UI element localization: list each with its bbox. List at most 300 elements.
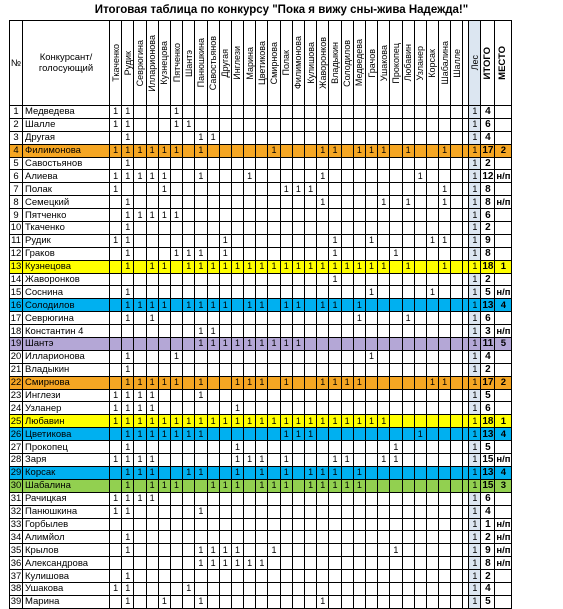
vote-cell — [146, 531, 158, 544]
vote-cell — [414, 325, 426, 338]
row-number: 36 — [10, 557, 22, 569]
vote-cell — [451, 106, 463, 119]
vote-cell — [292, 531, 304, 544]
vote-cell — [158, 570, 170, 583]
vote-cell: 1 — [292, 428, 304, 441]
header-voter — [451, 21, 463, 106]
vote-cell — [292, 479, 304, 492]
vote-cell — [305, 106, 317, 119]
vote-cell — [256, 196, 268, 209]
header-voter — [402, 21, 414, 106]
vote-cell — [353, 273, 365, 286]
vote-cell — [378, 492, 390, 505]
vote-cell: 1 — [207, 131, 219, 144]
vote-cell — [402, 415, 414, 428]
vote-cell — [341, 286, 353, 299]
vote-cell — [183, 157, 195, 170]
vote-cell — [256, 428, 268, 441]
vote-cell: 1 — [292, 260, 304, 273]
vote-cell — [170, 325, 182, 338]
header-voter — [268, 21, 280, 106]
header-voter-label: Цветикова — [256, 41, 267, 85]
vote-cell — [231, 582, 243, 595]
vote-cell — [195, 183, 207, 196]
vote-cell — [341, 441, 353, 454]
vote-cell: 1 — [341, 454, 353, 467]
vote-cell: 1 — [353, 415, 365, 428]
vote-cell — [341, 531, 353, 544]
vote-cell — [317, 441, 329, 454]
vote-cell: 1 — [280, 428, 292, 441]
vote-cell — [365, 492, 377, 505]
vote-cell: 1 — [158, 415, 170, 428]
header-voter-label: Шантэ — [183, 49, 194, 77]
vote-cell: 1 — [207, 544, 219, 557]
les-cell: 1 — [469, 363, 481, 376]
vote-cell — [353, 363, 365, 376]
vote-cell — [134, 222, 146, 235]
vote-cell — [231, 118, 243, 131]
header-voter-label: Смирнова — [269, 41, 280, 85]
vote-cell — [426, 196, 438, 209]
vote-cell — [244, 131, 256, 144]
header-les-label: Лес — [469, 55, 480, 71]
vote-cell — [292, 441, 304, 454]
les-cell: 1 — [469, 466, 481, 479]
vote-cell — [244, 222, 256, 235]
vote-cell — [426, 273, 438, 286]
header-total — [481, 21, 495, 106]
vote-cell — [146, 273, 158, 286]
vote-cell — [365, 479, 377, 492]
header-voter — [378, 21, 390, 106]
vote-cell — [317, 505, 329, 518]
vote-cell: 1 — [170, 479, 182, 492]
vote-cell — [439, 505, 451, 518]
vote-cell: 1 — [280, 183, 292, 196]
vote-cell: 1 — [231, 479, 243, 492]
vote-cell — [305, 557, 317, 570]
vote-cell — [207, 582, 219, 595]
vote-cell — [268, 376, 280, 389]
vote-cell — [134, 312, 146, 325]
row-number: 19 — [10, 338, 22, 350]
contestant-name: Константин 4 — [23, 325, 110, 338]
vote-cell: 1 — [146, 402, 158, 415]
vote-cell — [256, 350, 268, 363]
vote-cell — [268, 582, 280, 595]
vote-cell — [439, 363, 451, 376]
vote-cell: 1 — [365, 286, 377, 299]
vote-cell — [219, 196, 231, 209]
table-row — [10, 441, 512, 454]
vote-cell — [244, 234, 256, 247]
vote-cell — [231, 183, 243, 196]
vote-cell: 1 — [122, 531, 134, 544]
row-number: 26 — [10, 428, 22, 440]
vote-cell — [268, 286, 280, 299]
vote-cell — [195, 273, 207, 286]
les-cell: 1 — [469, 454, 481, 467]
vote-cell — [158, 531, 170, 544]
vote-cell — [317, 389, 329, 402]
vote-cell — [110, 325, 122, 338]
vote-cell — [305, 222, 317, 235]
vote-cell — [170, 363, 182, 376]
header-row — [10, 21, 512, 106]
vote-cell — [365, 441, 377, 454]
vote-cell — [426, 466, 438, 479]
vote-cell — [353, 247, 365, 260]
vote-cell — [256, 273, 268, 286]
vote-cell — [256, 286, 268, 299]
vote-cell — [365, 157, 377, 170]
header-voter — [280, 21, 292, 106]
vote-cell — [451, 415, 463, 428]
vote-cell — [353, 595, 365, 608]
contestant-name: Семецкий — [23, 196, 110, 209]
les-cell: 1 — [469, 531, 481, 544]
vote-cell — [305, 544, 317, 557]
vote-cell — [268, 312, 280, 325]
vote-cell — [134, 505, 146, 518]
vote-cell — [329, 222, 341, 235]
total-cell: 18 — [482, 261, 494, 273]
les-cell: 1 — [469, 131, 481, 144]
vote-cell — [280, 531, 292, 544]
vote-cell — [158, 557, 170, 570]
vote-cell — [402, 299, 414, 312]
vote-cell: 1 — [341, 376, 353, 389]
vote-cell: 1 — [219, 338, 231, 351]
vote-cell: 1 — [158, 479, 170, 492]
vote-cell — [390, 466, 402, 479]
vote-cell — [305, 518, 317, 531]
les-cell: 1 — [469, 441, 481, 454]
vote-cell — [378, 479, 390, 492]
vote-cell: 1 — [134, 466, 146, 479]
vote-cell: 1 — [170, 428, 182, 441]
vote-cell — [110, 131, 122, 144]
les-cell: 1 — [469, 312, 481, 325]
vote-cell — [451, 570, 463, 583]
vote-cell — [231, 131, 243, 144]
vote-cell — [426, 454, 438, 467]
vote-cell — [439, 312, 451, 325]
row-number: 32 — [10, 506, 22, 518]
vote-cell — [207, 492, 219, 505]
vote-cell — [414, 544, 426, 557]
vote-cell: 1 — [183, 428, 195, 441]
vote-cell: 1 — [170, 376, 182, 389]
header-voter-label: Медведева — [354, 39, 365, 87]
vote-cell — [390, 428, 402, 441]
vote-cell: 1 — [317, 299, 329, 312]
vote-cell — [378, 518, 390, 531]
total-cell: 3 — [481, 325, 495, 338]
vote-cell — [378, 544, 390, 557]
vote-cell — [195, 118, 207, 131]
table-row — [10, 260, 512, 273]
vote-cell — [183, 492, 195, 505]
vote-cell — [329, 131, 341, 144]
vote-cell: 1 — [146, 479, 158, 492]
total-cell: 1 — [481, 518, 495, 531]
vote-cell: 1 — [195, 260, 207, 273]
vote-cell: 1 — [183, 118, 195, 131]
les-cell: 1 — [469, 222, 481, 235]
vote-cell: 1 — [256, 299, 268, 312]
vote-cell — [305, 196, 317, 209]
vote-cell: 1 — [244, 415, 256, 428]
vote-cell — [365, 312, 377, 325]
vote-cell — [353, 157, 365, 170]
vote-cell — [256, 505, 268, 518]
vote-cell — [414, 131, 426, 144]
vote-cell: 1 — [244, 338, 256, 351]
vote-cell: 1 — [439, 376, 451, 389]
vote-cell — [122, 518, 134, 531]
vote-cell: 1 — [353, 144, 365, 157]
vote-cell — [451, 131, 463, 144]
vote-cell — [378, 222, 390, 235]
vote-cell — [268, 299, 280, 312]
vote-cell — [341, 466, 353, 479]
table-row — [10, 570, 512, 583]
vote-cell: 1 — [122, 209, 134, 222]
vote-cell — [292, 595, 304, 608]
vote-cell — [390, 595, 402, 608]
vote-cell: 1 — [158, 183, 170, 196]
vote-cell — [341, 518, 353, 531]
vote-cell — [329, 183, 341, 196]
contestant-name: Панюшкина — [23, 505, 110, 518]
vote-cell — [365, 454, 377, 467]
vote-cell — [378, 170, 390, 183]
vote-cell — [170, 222, 182, 235]
place-cell — [495, 492, 512, 505]
vote-cell: 1 — [280, 299, 292, 312]
header-voter — [341, 21, 353, 106]
vote-cell: 1 — [134, 144, 146, 157]
vote-cell — [170, 582, 182, 595]
place-cell — [495, 234, 512, 247]
contestant-name: Филимонова — [23, 144, 110, 157]
vote-cell — [292, 312, 304, 325]
vote-cell: 1 — [244, 376, 256, 389]
vote-cell — [231, 170, 243, 183]
vote-cell — [317, 402, 329, 415]
les-cell: 1 — [469, 286, 481, 299]
vote-cell — [170, 157, 182, 170]
vote-cell — [292, 247, 304, 260]
row-number: 12 — [10, 248, 22, 260]
vote-cell — [439, 118, 451, 131]
vote-cell — [231, 325, 243, 338]
vote-cell — [329, 518, 341, 531]
vote-cell — [378, 247, 390, 260]
header-voter-label: Инглези — [232, 46, 243, 80]
vote-cell — [341, 312, 353, 325]
vote-cell — [365, 428, 377, 441]
vote-cell — [195, 518, 207, 531]
vote-cell: 1 — [134, 389, 146, 402]
row-number: 20 — [10, 351, 22, 363]
contestant-name: Алиева — [23, 170, 110, 183]
vote-cell — [402, 389, 414, 402]
vote-cell: 1 — [256, 260, 268, 273]
vote-cell — [170, 441, 182, 454]
vote-cell — [390, 570, 402, 583]
vote-cell — [207, 518, 219, 531]
vote-cell — [439, 325, 451, 338]
vote-cell — [207, 286, 219, 299]
vote-cell: 1 — [414, 428, 426, 441]
vote-cell — [451, 247, 463, 260]
vote-cell — [305, 157, 317, 170]
total-cell: 5 — [481, 595, 495, 608]
vote-cell — [305, 376, 317, 389]
place-cell: 4 — [495, 428, 512, 441]
vote-cell — [317, 363, 329, 376]
vote-cell — [244, 273, 256, 286]
vote-cell — [219, 402, 231, 415]
table-row — [10, 402, 512, 415]
vote-cell: 1 — [268, 144, 280, 157]
vote-cell — [207, 595, 219, 608]
vote-cell — [146, 582, 158, 595]
vote-cell — [305, 170, 317, 183]
vote-cell — [353, 389, 365, 402]
row-number: 34 — [10, 531, 22, 543]
vote-cell: 1 — [244, 557, 256, 570]
total-cell: 2 — [481, 157, 495, 170]
vote-cell: 1 — [122, 479, 134, 492]
place-cell: 5 — [495, 338, 512, 351]
row-number: 11 — [11, 235, 21, 247]
les-cell: 1 — [469, 260, 481, 273]
vote-cell: 1 — [378, 144, 390, 157]
vote-cell — [305, 350, 317, 363]
les-cell: 1 — [469, 492, 481, 505]
vote-cell: 1 — [402, 260, 414, 273]
vote-cell — [231, 570, 243, 583]
vote-cell — [353, 454, 365, 467]
vote-cell: 1 — [402, 196, 414, 209]
vote-cell — [158, 544, 170, 557]
vote-cell — [158, 441, 170, 454]
vote-cell — [183, 350, 195, 363]
vote-cell: 1 — [170, 247, 182, 260]
header-voter-label: Марина — [244, 46, 255, 80]
vote-cell — [134, 557, 146, 570]
vote-cell: 1 — [158, 209, 170, 222]
vote-cell — [110, 518, 122, 531]
vote-cell: 1 — [317, 466, 329, 479]
place-cell: н/п — [496, 196, 511, 208]
vote-cell: 1 — [426, 376, 438, 389]
contestant-name: Шантэ — [23, 338, 110, 351]
vote-cell — [305, 402, 317, 415]
vote-cell — [195, 402, 207, 415]
contestant-name: Инглези — [23, 389, 110, 402]
vote-cell: 1 — [122, 299, 134, 312]
vote-cell — [146, 363, 158, 376]
vote-cell — [341, 118, 353, 131]
vote-cell — [353, 441, 365, 454]
vote-cell — [378, 570, 390, 583]
total-cell: 2 — [481, 570, 495, 583]
les-cell: 1 — [469, 338, 481, 351]
vote-cell — [207, 454, 219, 467]
vote-cell — [231, 389, 243, 402]
vote-cell: 1 — [110, 492, 122, 505]
vote-cell — [219, 131, 231, 144]
vote-cell — [231, 196, 243, 209]
vote-cell — [365, 247, 377, 260]
vote-cell — [219, 454, 231, 467]
header-voter — [305, 21, 317, 106]
vote-cell — [353, 286, 365, 299]
vote-cell — [353, 183, 365, 196]
vote-cell — [341, 157, 353, 170]
vote-cell — [146, 222, 158, 235]
vote-cell — [207, 466, 219, 479]
vote-cell — [207, 222, 219, 235]
vote-cell — [256, 531, 268, 544]
vote-cell — [378, 131, 390, 144]
vote-cell: 1 — [329, 479, 341, 492]
vote-cell — [329, 570, 341, 583]
vote-cell — [426, 389, 438, 402]
vote-cell — [439, 544, 451, 557]
vote-cell — [256, 363, 268, 376]
vote-cell: 1 — [195, 376, 207, 389]
row-number: 29 — [10, 467, 22, 479]
vote-cell — [280, 247, 292, 260]
les-cell: 1 — [469, 570, 481, 583]
vote-cell — [280, 389, 292, 402]
vote-cell — [365, 595, 377, 608]
vote-cell — [390, 222, 402, 235]
vote-cell — [183, 531, 195, 544]
vote-cell — [426, 222, 438, 235]
vote-cell — [414, 402, 426, 415]
vote-cell — [183, 402, 195, 415]
total-cell: 15 — [482, 454, 494, 466]
vote-cell — [439, 466, 451, 479]
vote-cell — [390, 170, 402, 183]
vote-cell — [268, 518, 280, 531]
vote-cell: 1 — [353, 260, 365, 273]
vote-cell — [390, 131, 402, 144]
vote-cell — [195, 209, 207, 222]
contestant-name: Крылов — [23, 544, 110, 557]
vote-cell — [439, 518, 451, 531]
header-voter — [256, 21, 268, 106]
place-cell: 2 — [495, 376, 512, 389]
header-voter — [207, 21, 219, 106]
vote-cell — [231, 234, 243, 247]
vote-cell — [244, 157, 256, 170]
vote-cell — [365, 402, 377, 415]
vote-cell: 1 — [134, 492, 146, 505]
vote-cell — [183, 286, 195, 299]
vote-cell — [195, 441, 207, 454]
vote-cell: 1 — [305, 479, 317, 492]
vote-cell — [378, 350, 390, 363]
vote-cell — [207, 118, 219, 131]
